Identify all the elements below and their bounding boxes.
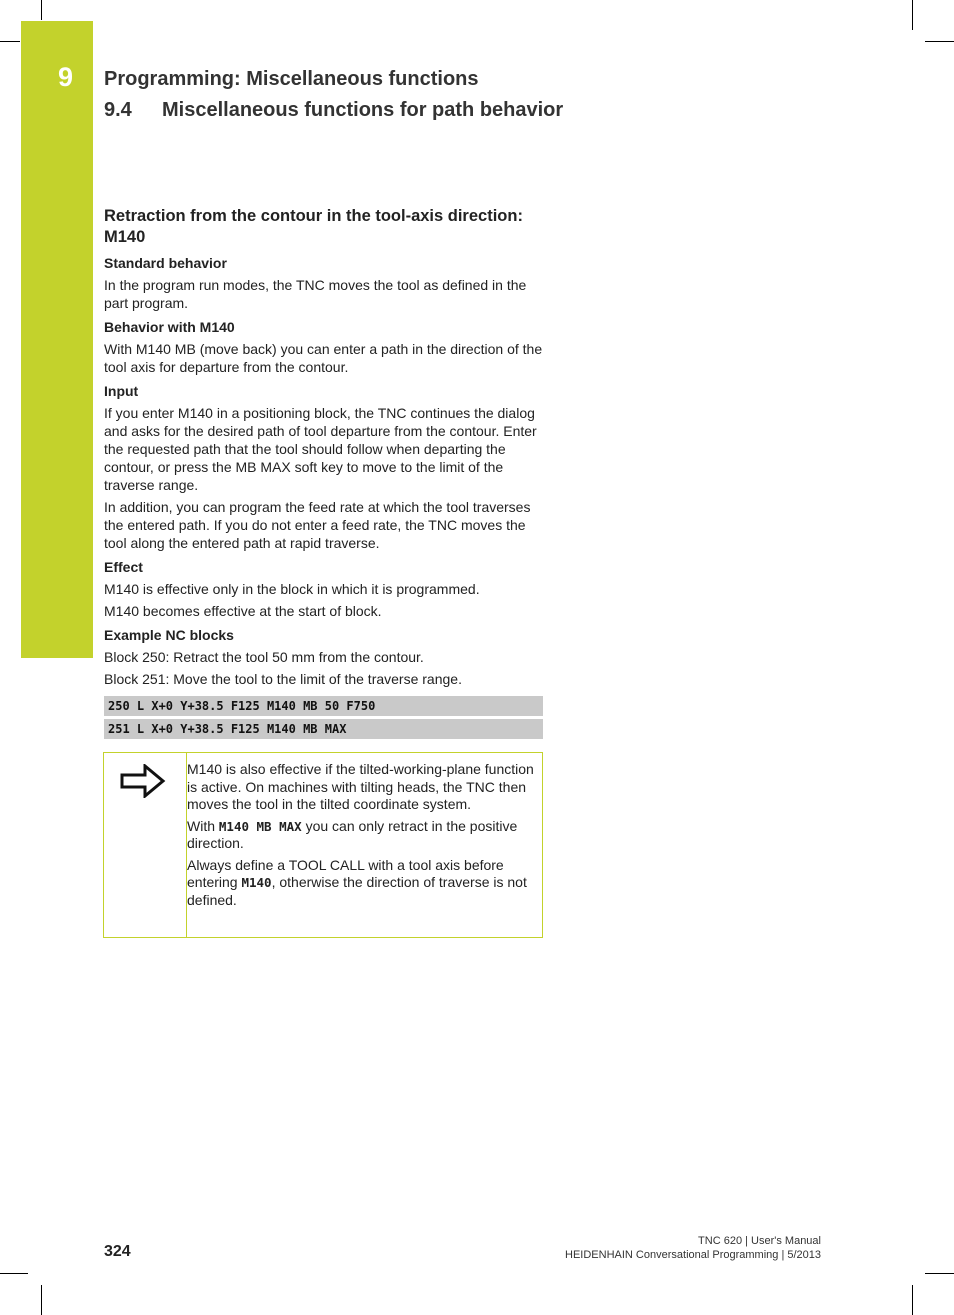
chapter-title: Programming: Miscellaneous functions [104,68,479,90]
effect-text-2: M140 becomes effective at the start of block. [104,603,382,619]
note-box [103,752,543,938]
example-text-2: Block 251: Move the tool to the limit of the traverse range. [104,671,462,687]
footer-line-2: HEIDENHAIN Conversational Programming | 5/2013 [565,1249,821,1261]
input-heading: Input [104,383,139,399]
effect-text-1: M140 is effective only in the block in which it is programmed. [104,581,480,597]
topic-title: Retraction from the contour in the tool-axis direction: M140 [104,207,523,246]
input-text-2: In addition, you can program the feed rate at which the tool traverses the entered path. If you do not enter a feed rate, the TNC moves the tool along the entered path at rapid traverse. [104,499,531,551]
crop-mark [41,1285,42,1315]
note-text [187,761,537,913]
behavior-heading: Behavior with M140 [104,319,235,335]
footer-text [565,1234,821,1262]
example-heading: Example NC blocks [104,627,234,643]
note-text-run: , otherwise the direction of traverse is not defined. [187,874,527,908]
nc-block-250: 250 L X+0 Y+38.5 F125 M140 MB 50 F750 [104,696,543,716]
note-paragraph-3 [187,857,537,910]
behavior-text: With M140 MB (move back) you can enter a path in the direction of the tool axis for departure from the contour. [104,341,543,375]
footer-line-1: TNC 620 | User's Manual [698,1235,821,1247]
chapter-number: 9 [58,62,74,92]
arrow-right-icon [120,764,166,803]
nc-block-251: 251 L X+0 Y+38.5 F125 M140 MB MAX [104,719,543,739]
crop-mark [925,41,954,42]
note-code: M140 MB MAX [218,818,302,834]
crop-mark [41,0,42,20]
crop-mark [0,41,20,42]
note-paragraph-1: M140 is also effective if the tilted-working-plane function is active. On machines with tilting heads, the TNC then moves the tool in the tilted coordinate system. [187,761,534,812]
standard-text: In the program run modes, the TNC moves the tool as defined in the part program. [104,277,527,311]
standard-heading: Standard behavior [104,255,227,271]
note-code: M140 [241,875,272,890]
note-text-run: you can only retract in the positive direction. [187,817,518,851]
note-paragraph-2 [187,818,537,853]
main-content [104,206,544,692]
example-text-1: Block 250: Retract the tool 50 mm from the contour. [104,649,424,665]
note-text-run: With [187,817,219,834]
section-number: 9.4 [104,99,132,121]
note-text-run: Always define a TOOL CALL with a tool axis before entering [187,856,504,890]
effect-heading: Effect [104,559,143,575]
input-text-1: If you enter M140 in a positioning block, the TNC continues the dialog and asks for the desired path of tool departure from the contour. Enter the requested path that the tool should follow when departing the contour, or press the MB MAX soft key to move to the limit of the traverse range. [104,405,537,493]
crop-mark [912,0,913,30]
crop-mark [0,1273,28,1274]
chapter-tab [21,21,93,658]
crop-mark [912,1285,913,1315]
section-title: Miscellaneous functions for path behavior [162,99,564,121]
page-number: 324 [104,1243,131,1260]
crop-mark [925,1273,954,1274]
